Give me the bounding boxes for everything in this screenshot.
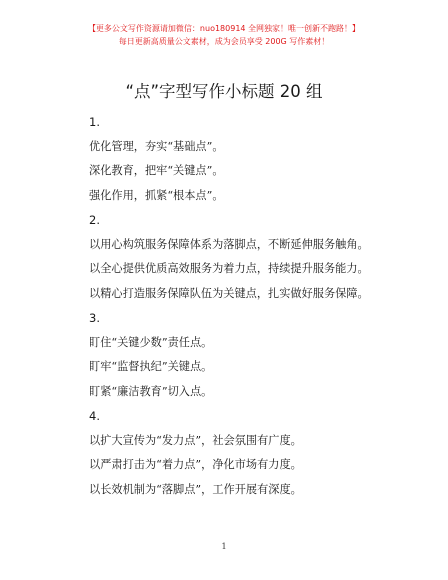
promo-banner <box>0 22 448 48</box>
body-line: 深化教育，把牢“关键点”。 <box>89 164 224 177</box>
page-number: 1 <box>221 542 227 551</box>
body-line: 盯牢“监督执纪”关键点。 <box>89 360 213 373</box>
body-line: 以用心构筑服务保障体系为落脚点，不断延伸服务触角。 <box>89 237 369 251</box>
body-line: 以长效机制为“落脚点”，工作开展有深度。 <box>89 482 302 496</box>
body-line: 优化管理，夯实“基础点”。 <box>89 139 224 153</box>
document-title: “点”字型写作小标题 20 组 <box>125 82 323 101</box>
section-number: 2. <box>89 213 100 227</box>
body-line: 盯住“关键少数”责任点。 <box>89 335 213 349</box>
body-line: 以扩大宣传为“发力点”，社会氛围有广度。 <box>89 433 302 447</box>
body-line: 以严肃打击为“着力点”，净化市场有力度。 <box>89 458 302 471</box>
section-number: 4. <box>89 409 100 423</box>
document-body <box>89 110 389 502</box>
promo-banner-line-1: 【更多公文写作资源请加微信：nuo180914 全网独家！唯一创新不跑路！】 <box>87 24 361 33</box>
body-line: 强化作用，抓紧“根本点”。 <box>89 188 224 202</box>
body-line: 以全心提供优质高效服务为着力点，持续提升服务能力。 <box>89 262 369 275</box>
promo-banner-line-2: 每日更新高质量公文素材，成为会员享受 200G 写作素材！ <box>118 37 330 46</box>
section-number: 3. <box>89 311 100 325</box>
body-line: 盯紧“廉洁教育”切入点。 <box>89 384 213 398</box>
body-line: 以精心打造服务保障队伍为关键点，扎实做好服务保障。 <box>89 286 369 300</box>
section-number: 1. <box>89 115 100 129</box>
